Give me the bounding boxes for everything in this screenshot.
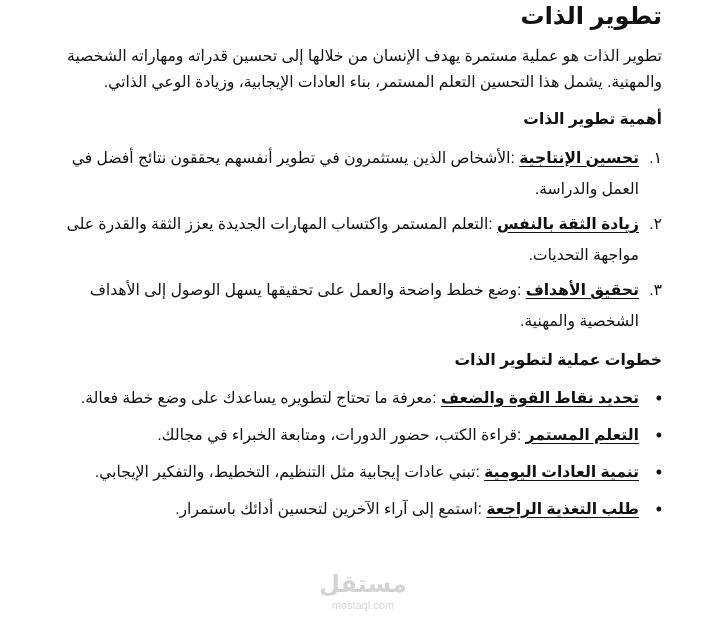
importance-item-goals bbox=[37, 275, 662, 337]
watermark-logo: مستقل bbox=[319, 571, 407, 598]
item-term: التعلم المستمر bbox=[525, 426, 639, 444]
item-description: :التعلم المستمر واكتساب المهارات الجديدة يعزز الثقة والقدرة على مواجهة التحديات. bbox=[66, 215, 639, 264]
bullet-icon: • bbox=[655, 498, 662, 519]
steps-item-habits bbox=[37, 457, 662, 488]
item-term: تنمية العادات اليومية bbox=[484, 463, 639, 481]
item-description: :معرفة ما تحتاج لتطويره يساعدك على وضع خطة فعالة. bbox=[80, 389, 437, 407]
item-term: طلب التغذية الراجعة bbox=[486, 500, 639, 518]
importance-item-productivity bbox=[37, 143, 662, 205]
bullet-icon: • bbox=[655, 461, 662, 482]
item-description: :وضع خطط واضحة والعمل على تحقيقها يسهل الوصول إلى الأهداف الشخصية والمهنية. bbox=[89, 281, 639, 330]
document-content bbox=[37, 0, 662, 531]
item-term: تحقيق الأهداف bbox=[525, 281, 639, 299]
steps-item-learning bbox=[37, 420, 662, 451]
list-number: ١. bbox=[649, 149, 662, 167]
steps-item-feedback bbox=[37, 494, 662, 525]
intro-paragraph: تطوير الذات هو عملية مستمرة يهدف الإنسان من خلالها إلى تحسين قدراته ومهاراته الشخصية والمهنية. يشمل هذا التحسين التعلم المستمر، بناء العادات الإيجابية، وزيادة الوعي الذاتي. bbox=[67, 48, 662, 91]
steps-item-strengths bbox=[37, 383, 662, 414]
page-title: تطوير الذات bbox=[520, 3, 662, 30]
item-description: :استمع إلى آراء الآخرين لتحسين أدائك باستمرار. bbox=[175, 500, 482, 518]
item-term: زيادة الثقة بالنفس bbox=[496, 215, 639, 233]
item-description: :الأشخاص الذين يستثمرون في تطوير أنفسهم يحققون نتائج أفضل في العمل والدراسة. bbox=[71, 149, 639, 198]
item-description: :تبني عادات إيجابية مثل التنظيم، التخطيط، والتفكير الإيجابي. bbox=[94, 463, 480, 481]
item-description: :قراءة الكتب، حضور الدورات، ومتابعة الخبراء في مجالك. bbox=[157, 426, 522, 444]
importance-list bbox=[37, 143, 662, 337]
list-number: ٢. bbox=[649, 215, 662, 233]
watermark-domain: mostaql.com bbox=[331, 600, 395, 612]
steps-heading: خطوات عملية لتطوير الذات bbox=[454, 351, 662, 369]
bullet-icon: • bbox=[655, 424, 662, 445]
importance-item-confidence bbox=[37, 209, 662, 271]
steps-list bbox=[37, 383, 662, 525]
mostaql-watermark bbox=[318, 570, 408, 612]
item-term: تحسين الإنتاجية bbox=[519, 149, 639, 167]
importance-heading: أهمية تطوير الذات bbox=[523, 110, 662, 128]
bullet-icon: • bbox=[655, 387, 662, 408]
list-number: ٣. bbox=[649, 281, 662, 299]
item-term: تحديد نقاط القوة والضعف bbox=[440, 389, 639, 407]
